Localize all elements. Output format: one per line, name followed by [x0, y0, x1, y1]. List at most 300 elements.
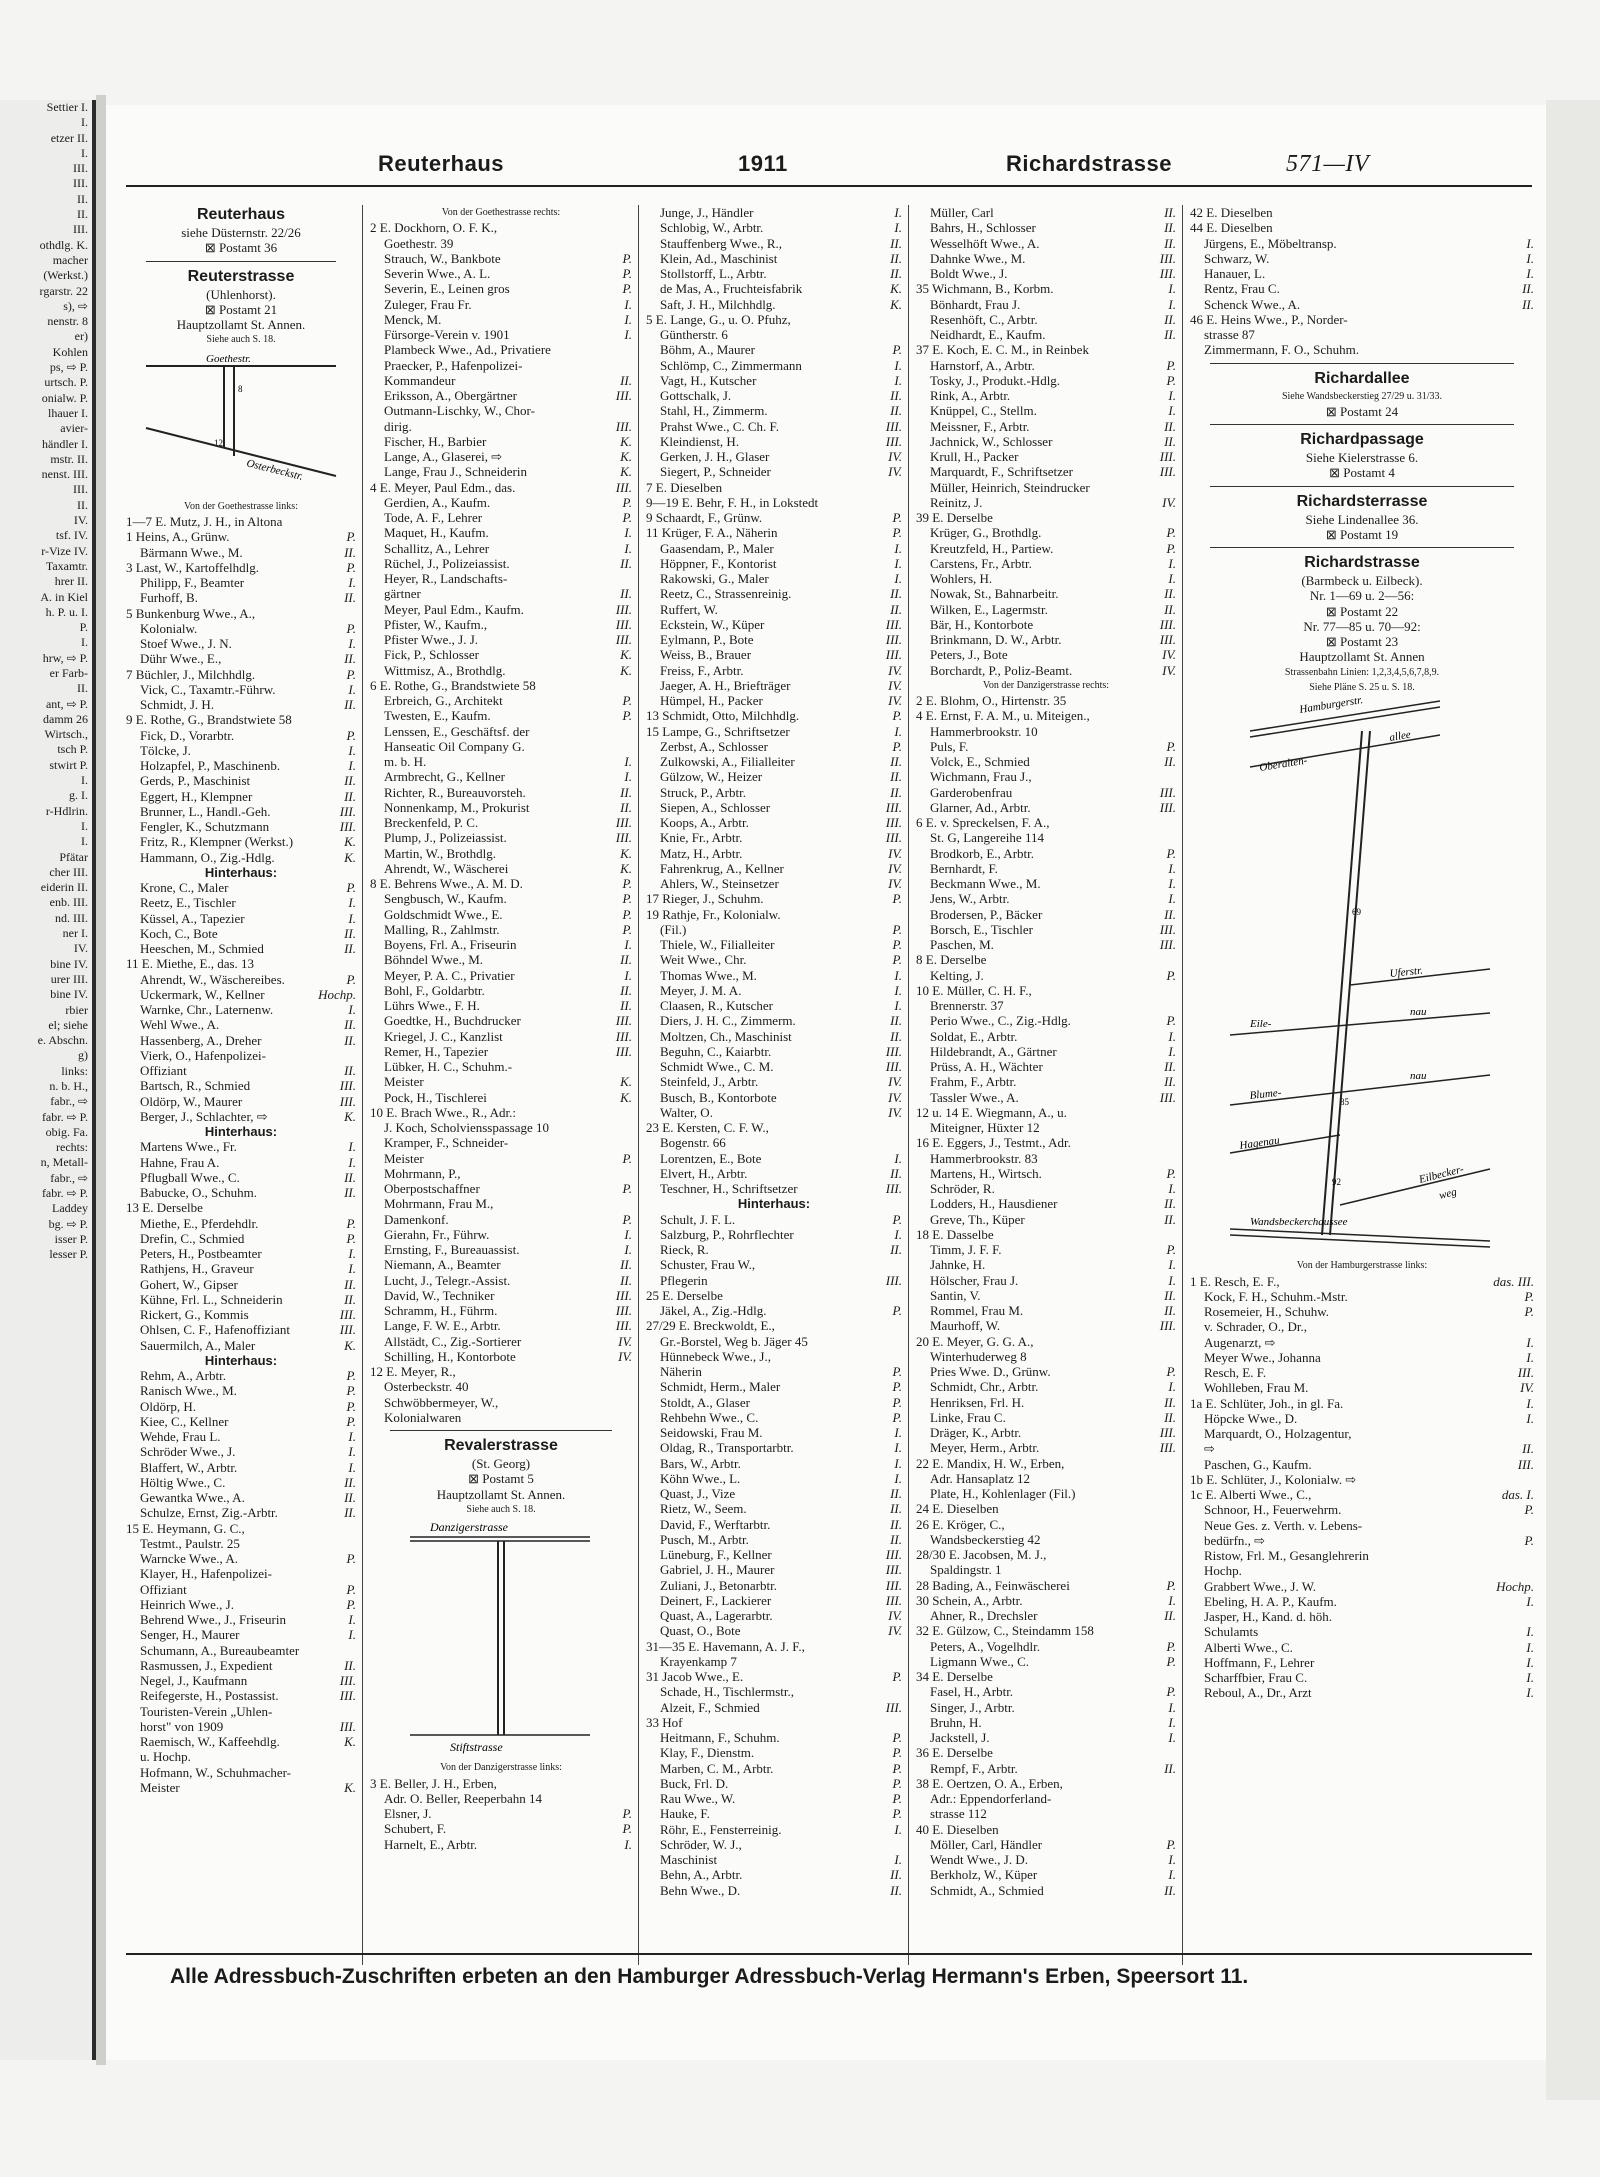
column-divider [638, 205, 639, 1965]
directory-entry [646, 1166, 902, 1181]
entry-text: ⊠ Postamt 5 [468, 1471, 534, 1487]
entry-text: Lange, Frau J., Schneiderin [384, 464, 527, 480]
floor-marker: II. [1164, 235, 1176, 251]
entry-text: Junge, J., Händler [660, 205, 754, 220]
directory-entry [370, 800, 632, 815]
directory-entry [916, 1822, 1176, 1837]
directory-entry [646, 358, 902, 373]
directory-entry [370, 815, 632, 830]
entry-text: Schenck Wwe., A. [1204, 296, 1301, 312]
column-divider [908, 205, 909, 1965]
entry-text: Jens, W., Arbtr. [930, 891, 1010, 907]
floor-marker: K. [890, 296, 902, 312]
entry-text: Harnelt, E., Arbtr. [384, 1836, 478, 1852]
directory-entry [646, 1761, 902, 1776]
street-info [1190, 450, 1534, 465]
directory-entry [646, 1227, 902, 1242]
directory-entry [646, 678, 902, 693]
directory-entry [370, 693, 632, 708]
directory-entry [916, 1135, 1176, 1150]
entry-text: Ahrendt, W., Wäscherei [384, 860, 509, 876]
entry-text: 30 Schein, A., Arbtr. [916, 1592, 1023, 1608]
directory-entry [126, 743, 356, 758]
publisher-footer: Alle Adressbuch-Zuschriften erbeten an den Hamburger Adressbuch-Verlag Hermann's Erben, Speersort 11. [170, 1965, 1249, 1988]
entry-text: Güntherstr. 6 [660, 327, 728, 342]
entry-text: Adr.: Eppendorferland- [930, 1791, 1052, 1806]
floor-marker: I. [894, 723, 902, 739]
entry-text: Heinrich Wwe., J. [140, 1596, 234, 1612]
entry-text: Teschner, H., Schriftsetzer [660, 1181, 798, 1196]
floor-marker: III. [1159, 1089, 1176, 1105]
floor-marker: II. [890, 1867, 902, 1883]
directory-entry [126, 1322, 356, 1337]
entry-text: (Barmbeck u. Eilbeck). [1301, 573, 1423, 588]
entry-text: 27/29 E. Breckwoldt, E., [646, 1318, 775, 1334]
entry-text: Brinkmann, D. W., Arbtr. [930, 632, 1062, 647]
adjacent-page-line: Laddey [52, 1201, 88, 1216]
floor-marker: III. [339, 819, 356, 834]
adjacent-page-line: ner I. [62, 926, 88, 941]
entry-text: Paschen, G., Kaufm. [1204, 1456, 1312, 1472]
directory-entry [126, 1368, 356, 1383]
directory-entry [126, 941, 356, 956]
floor-marker: III. [615, 418, 632, 434]
section-separator [390, 1430, 612, 1431]
entry-text: Alberti Wwe., C. [1204, 1639, 1293, 1655]
directory-entry [370, 1242, 632, 1257]
entry-text: Fengler, K., Schutzmann [140, 819, 270, 834]
entry-text: m. b. H. [384, 754, 427, 769]
floor-marker: I. [348, 1139, 356, 1155]
adjacent-page-line: Kohlen [52, 344, 88, 359]
street-plan-revalerstrasse [370, 1517, 632, 1760]
adjacent-page-line: Taxamtr. [45, 558, 88, 573]
entry-text: Pock, H., Tischlerei [384, 1089, 487, 1105]
floor-marker: II. [344, 1169, 356, 1185]
directory-entry [916, 1105, 1176, 1120]
entry-text: Maquet, H., Kaufm. [384, 525, 489, 541]
directory-entry [646, 1578, 902, 1593]
directory-entry [370, 937, 632, 952]
entry-text: 36 E. Derselbe [916, 1745, 993, 1761]
directory-entry [370, 1318, 632, 1333]
directory-entry [646, 1669, 902, 1684]
directory-entry [646, 1181, 902, 1196]
adjacent-page-line: s), ⇨ [63, 298, 88, 313]
directory-entry [126, 1246, 356, 1261]
entry-text: 40 E. Dieselben [916, 1821, 999, 1837]
floor-marker: III. [1159, 1318, 1176, 1334]
adjacent-page-line: I. [81, 834, 88, 849]
entry-text: Stollstorff, L., Arbtr. [660, 266, 767, 281]
adjacent-page-line: (Werkst.) [43, 268, 88, 283]
floor-marker: III. [615, 1043, 632, 1059]
entry-text: Nowak, St., Bahnarbeitr. [930, 586, 1059, 602]
adjacent-page-line: händler I. [42, 436, 88, 451]
directory-entry [916, 1852, 1176, 1867]
entry-text: Schmidt, J. H. [140, 697, 215, 712]
directory-entry [370, 1837, 632, 1852]
floor-marker: III. [339, 1307, 356, 1322]
directory-entry [126, 1383, 356, 1398]
directory-entry [646, 1791, 902, 1806]
floor-marker: I. [894, 1150, 902, 1166]
floor-marker: III. [615, 830, 632, 846]
entry-text: Timm, J. F. F. [930, 1242, 1002, 1257]
directory-entry [916, 358, 1176, 373]
entry-text: 6 E. Rothe, G., Brandstwiete 58 [370, 677, 536, 693]
entry-text: Miethe, E., Pferdehdlr. [140, 1215, 259, 1231]
entry-text: 2 E. Dockhorn, O. F. K., [370, 220, 498, 236]
floor-marker: III. [885, 1577, 902, 1593]
directory-entry [370, 1395, 632, 1410]
directory-entry [916, 1761, 1176, 1776]
directory-entry [916, 891, 1176, 906]
entry-text: Eckstein, W., Küper [660, 616, 765, 632]
entry-text: Gabriel, J. H., Maurer [660, 1562, 775, 1578]
floor-marker: II. [1164, 1303, 1176, 1318]
entry-text: Outmann-Lischky, W., Chor- [384, 403, 535, 419]
directory-entry [370, 464, 632, 479]
floor-marker: II. [620, 799, 632, 815]
floor-marker: II. [1164, 1211, 1176, 1227]
floor-marker: P. [892, 937, 902, 952]
directory-entry [126, 1673, 356, 1688]
directory-entry [126, 1307, 356, 1322]
entry-text: Nr. 1—69 u. 2—56: [1309, 588, 1415, 604]
floor-marker: P. [622, 1211, 632, 1227]
entry-text: 32 E. Gülzow, C., Steindamm 158 [916, 1623, 1094, 1639]
entry-text: Oldörp, H. [140, 1398, 196, 1414]
floor-marker: P. [1524, 1288, 1534, 1304]
entry-text: Richardstrasse [1304, 554, 1420, 571]
entry-text: Wilken, E., Lagermstr. [930, 601, 1048, 617]
entry-text: Pflegerin [660, 1272, 708, 1288]
directory-entry [916, 1013, 1176, 1028]
entry-text: Hammerbrookstr. 10 [930, 723, 1038, 739]
floor-marker: das. I. [1501, 1487, 1534, 1502]
entry-text: Armbrecht, G., Kellner [384, 769, 505, 785]
entry-text: Carstens, Fr., Arbtr. [930, 555, 1032, 571]
floor-marker: I. [1526, 235, 1534, 251]
directory-entry [916, 1273, 1176, 1288]
street-heading [1190, 553, 1534, 573]
adjacent-page-line: rechts: [56, 1140, 88, 1155]
adjacent-page-line: enb. III. [49, 895, 88, 910]
entry-text: Reuterhaus [196, 206, 286, 223]
directory-entry [646, 449, 902, 464]
floor-marker: K. [620, 860, 632, 876]
entry-text: 18 E. Dasselbe [916, 1226, 994, 1242]
entry-text: Bärmann Wwe., M. [140, 544, 243, 560]
entry-text: 5 Bunkenburg Wwe., A., [126, 605, 256, 621]
street-info [1190, 512, 1534, 527]
entry-text: Stauffenberg Wwe., R., [660, 235, 783, 251]
directory-entry [646, 1212, 902, 1227]
entry-text: Nonnenkamp, M., Prokurist [384, 799, 530, 815]
floor-marker: III. [615, 815, 632, 830]
entry-text: ⊠ Postamt 22 [1325, 603, 1399, 619]
entry-text: Rau Wwe., W. [660, 1791, 736, 1806]
entry-text: Wittmisz, A., Brothdlg. [384, 662, 506, 678]
entry-text: Wesselhöft Wwe., A. [930, 235, 1040, 251]
directory-entry [646, 205, 902, 220]
column-divider [1182, 205, 1183, 1965]
entry-text: Jackstell, J. [930, 1730, 990, 1745]
entry-text: Behn, A., Arbtr. [660, 1867, 743, 1883]
entry-text: Walter, O. [660, 1104, 713, 1120]
entry-text: Menck, M. [384, 311, 442, 327]
entry-text: Meyer, Paul Edm., Kaufm. [384, 601, 524, 617]
entry-text: Zuleger, Frau Fr. [384, 296, 472, 312]
directory-entry [370, 861, 632, 876]
entry-text: Buck, Frl. D. [660, 1775, 729, 1791]
adjacent-page-line: I. [81, 635, 88, 650]
floor-marker: IV. [888, 464, 902, 480]
directory-entry [646, 952, 902, 967]
floor-marker: III. [615, 388, 632, 403]
floor-marker: IV. [1162, 662, 1176, 678]
svg-text:Blume-: Blume- [1249, 1086, 1282, 1102]
directory-entry [646, 571, 902, 586]
floor-marker: I. [624, 327, 632, 342]
svg-text:Wandsbeckerchaussee: Wandsbeckerchaussee [1250, 1216, 1348, 1228]
directory-entry [126, 1338, 356, 1353]
directory-entry [916, 1029, 1176, 1044]
floor-marker: P. [1166, 845, 1176, 861]
floor-marker: III. [1159, 250, 1176, 266]
directory-entry [646, 251, 902, 266]
floor-marker: I. [624, 311, 632, 327]
directory-entry [370, 1364, 632, 1379]
entry-text: Gewantka Wwe., A. [140, 1490, 245, 1505]
entry-text: Strassenbahn Linien: 1,2,3,4,5,6,7,8,9. [1284, 666, 1440, 678]
directory-entry [646, 1654, 902, 1669]
entry-text: Fischer, H., Barbier [384, 433, 487, 449]
adjacent-page-line: nd. III. [55, 910, 88, 925]
directory-entry [370, 1166, 632, 1181]
entry-text: Rehm, A., Arbtr. [140, 1368, 226, 1383]
entry-text: David, W., Techniker [384, 1287, 495, 1303]
floor-marker: IV. [888, 860, 902, 876]
directory-entry [916, 1608, 1176, 1623]
directory-entry [646, 1700, 902, 1715]
floor-marker: P. [1166, 1836, 1176, 1852]
entry-text: Gerken, J. H., Glaser [660, 449, 770, 464]
entry-text: Brennerstr. 37 [930, 998, 1004, 1013]
entry-text: Hammerbrookstr. 83 [930, 1150, 1038, 1166]
entry-text: Kolonialw. [140, 620, 198, 636]
map-label-goethestr: Goethestr. [206, 352, 251, 365]
directory-entry [370, 281, 632, 296]
directory-entry [916, 1532, 1176, 1547]
directory-entry [916, 1425, 1176, 1440]
entry-text: Kramper, F., Schneider- [384, 1135, 509, 1151]
street-plan-richardstrasse [1190, 695, 1534, 1258]
adjacent-page-line: obig. Fa. [45, 1124, 88, 1139]
entry-text: Meister [384, 1150, 424, 1166]
floor-marker: IV. [888, 693, 902, 708]
directory-entry [1190, 281, 1534, 296]
entry-text: Siegert, P., Schneider [660, 464, 771, 480]
directory-entry [646, 739, 902, 754]
directory-entry [1190, 1304, 1534, 1319]
directory-entry [1190, 1457, 1534, 1472]
street-info [1190, 588, 1534, 603]
directory-entry [916, 617, 1176, 632]
entry-text: Ebeling, H. A. P., Kaufm. [1204, 1593, 1337, 1609]
directory-entry [646, 1867, 902, 1882]
adjacent-page-line: fabr. ⇨ P. [41, 1109, 88, 1124]
entry-text: 28/30 E. Jacobsen, M. J., [916, 1547, 1047, 1562]
directory-entry [370, 571, 632, 586]
entry-text: Zuliani, J., Betonarbtr. [660, 1577, 777, 1593]
directory-entry [646, 1105, 902, 1120]
directory-entry [370, 1044, 632, 1059]
directory-entry [1190, 1548, 1534, 1563]
entry-text: 1 Heins, A., Grünw. [126, 529, 230, 545]
directory-entry [646, 1044, 902, 1059]
section-separator [146, 261, 336, 262]
directory-entry [1190, 1518, 1534, 1533]
directory-entry [646, 1151, 902, 1166]
entry-text: Rathjens, H., Graveur [140, 1261, 254, 1277]
directory-entry [646, 1639, 902, 1654]
floor-marker: II. [1164, 754, 1176, 769]
directory-entry [126, 651, 356, 666]
entry-text: Philipp, F., Beamter [140, 575, 245, 590]
floor-marker: K. [620, 647, 632, 663]
directory-entry [126, 1399, 356, 1414]
entry-text: (Fil.) [660, 921, 687, 937]
floor-marker: III. [885, 1562, 902, 1578]
floor-marker: I. [894, 357, 902, 373]
floor-marker: P. [1166, 1577, 1176, 1593]
directory-entry [646, 1562, 902, 1577]
entry-text: Sauermilch, A., Maler [140, 1337, 256, 1353]
entry-text: 38 E. Oertzen, O. A., Erben, [916, 1775, 1063, 1791]
entry-text: Spaldingstr. 1 [930, 1562, 1002, 1578]
directory-entry [646, 1745, 902, 1760]
entry-text: Matz, H., Arbtr. [660, 845, 743, 861]
entry-text: Brodkorb, E., Arbtr. [930, 845, 1034, 861]
directory-entry [370, 983, 632, 998]
directory-entry [370, 1273, 632, 1288]
floor-marker: I. [348, 636, 356, 651]
section-separator [1210, 547, 1514, 548]
svg-text:allee: allee [1388, 728, 1412, 744]
directory-entry [916, 1303, 1176, 1318]
floor-marker: II. [1522, 281, 1534, 297]
page-edge [1546, 100, 1600, 2100]
floor-marker: III. [885, 1059, 902, 1074]
floor-marker: K. [620, 449, 632, 464]
floor-marker: III. [1517, 1456, 1534, 1472]
entry-text: 13 Schmidt, Otto, Milchhdlg. [646, 708, 800, 724]
floor-marker: I. [894, 1455, 902, 1471]
directory-entry [916, 1242, 1176, 1257]
entry-text: Bohl, F., Goldarbtr. [384, 982, 485, 998]
page-gutter [96, 95, 106, 2065]
adjacent-page-line: II. [77, 681, 88, 696]
floor-marker: II. [344, 1657, 356, 1673]
entry-text: 9—19 E. Behr, F. H., in Lokstedt [646, 494, 819, 510]
directory-entry [1190, 297, 1534, 312]
entry-text: Böhndel Wwe., M. [384, 952, 484, 968]
floor-marker: I. [894, 998, 902, 1013]
street-info [1190, 634, 1534, 649]
directory-entry [916, 1867, 1176, 1882]
adjacent-page-line: isser P. [54, 1231, 88, 1246]
entry-text: Gerds, P., Maschinist [140, 773, 251, 789]
floor-marker: IV. [1162, 494, 1176, 510]
floor-marker: II. [890, 769, 902, 785]
directory-entry [646, 1273, 902, 1288]
floor-marker: II. [344, 1017, 356, 1033]
floor-marker: P. [1166, 1684, 1176, 1700]
entry-text: Alzeit, F., Schmied [660, 1699, 760, 1715]
directory-entry [646, 968, 902, 983]
directory-entry [126, 1566, 356, 1581]
street-info [370, 1456, 632, 1471]
directory-entry [646, 724, 902, 739]
entry-text: Claasen, R., Kutscher [660, 998, 774, 1013]
directory-entry [126, 850, 356, 865]
entry-text: Miteigner, Hüxter 12 [930, 1120, 1040, 1135]
directory-entry [646, 1517, 902, 1532]
directory-entry [646, 846, 902, 861]
adjacent-page-line: urer III. [50, 971, 88, 986]
adjacent-page-line: bine IV. [50, 956, 88, 971]
floor-marker: IV. [1520, 1380, 1534, 1396]
directory-entry [126, 1551, 356, 1566]
entry-text: strasse 87 [1204, 327, 1255, 342]
floor-marker: I. [1168, 860, 1176, 876]
directory-page [106, 105, 1546, 2060]
entry-text: Stahl, H., Zimmerm. [660, 403, 768, 419]
svg-text:12: 12 [214, 437, 223, 448]
floor-marker: I. [1168, 1028, 1176, 1044]
entry-text: Tode, A. F., Lehrer [384, 510, 483, 525]
svg-text:weg: weg [1437, 1185, 1458, 1202]
directory-entry [126, 1277, 356, 1292]
header-left-street: Reuterhaus [378, 151, 505, 176]
floor-marker: P. [892, 510, 902, 525]
entry-text: Wehl Wwe., A. [140, 1017, 220, 1033]
entry-text: Singer, J., Arbtr. [930, 1699, 1015, 1715]
entry-text: Schmidt, Herm., Maler [660, 1379, 781, 1395]
directory-entry [916, 266, 1176, 281]
entry-text: Harnstorf, A., Arbtr. [930, 357, 1035, 373]
adjacent-page-line: macher [52, 252, 88, 267]
floor-marker: III. [339, 1078, 356, 1094]
directory-entry [916, 1669, 1176, 1684]
floor-marker: II. [890, 784, 902, 800]
floor-marker: II. [1164, 220, 1176, 236]
entry-text: Babucke, O., Schuhm. [140, 1185, 257, 1200]
floor-marker: Hochp. [318, 986, 356, 1002]
directory-entry [370, 373, 632, 388]
directory-entry [916, 1654, 1176, 1669]
directory-entry [126, 560, 356, 575]
floor-marker: III. [1159, 616, 1176, 632]
entry-text: Reboul, A., Dr., Arzt [1204, 1685, 1312, 1701]
entry-text: Knie, Fr., Arbtr. [660, 830, 743, 846]
floor-marker: P. [346, 1230, 356, 1246]
entry-text: Hauptzollamt St. Annen. [436, 1486, 566, 1502]
directory-entry [126, 1429, 356, 1444]
floor-marker: II. [344, 925, 356, 941]
